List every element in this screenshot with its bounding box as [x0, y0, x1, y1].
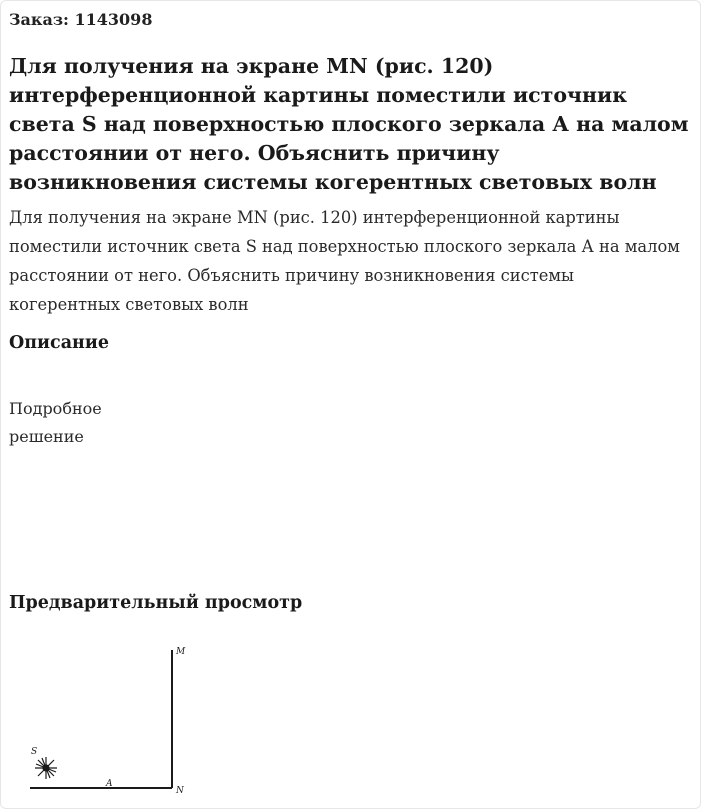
problem-title: Для получения на экране MN (рис. 120) интерференционной картины поместили источник света S над поверхностью плоского зеркала А на малом расстоянии от него. Объяснить причину возникновения системы когерентных световых волн — [9, 54, 689, 194]
preview-heading: Предварительный просмотр — [9, 593, 303, 613]
label-a: A — [106, 779, 113, 789]
problem-description: Для получения на экране MN (рис. 120) интерференционной картины поместили источник света S над поверхностью плоского зеркала А на малом расстоянии от него. Объяснить причину возникновения системы когерентных световых волн — [9, 208, 680, 314]
description-heading: Описание — [9, 333, 109, 353]
detailed-solution-text: Подробное решение — [9, 399, 102, 446]
label-n: N — [176, 786, 184, 796]
light-source-icon — [35, 757, 57, 779]
preview-figure — [20, 640, 200, 800]
label-s: S — [31, 747, 38, 757]
order-number: Заказ: 1143098 — [9, 10, 153, 29]
label-m: M — [176, 647, 186, 657]
